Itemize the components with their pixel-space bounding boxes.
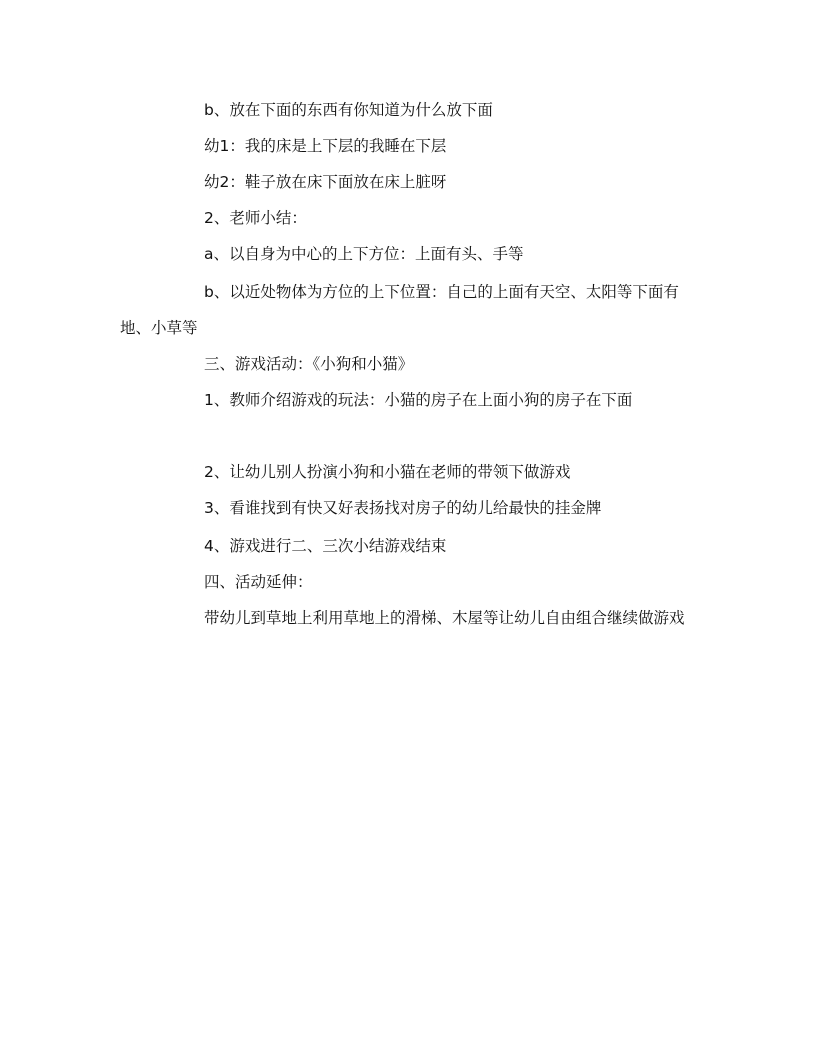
paragraph-game-heading: 三、游戏活动：《小狗和小猫》	[204, 355, 414, 373]
paragraph-summary-a: a、以自身为中心的上下方位：上面有头、手等	[204, 245, 524, 263]
paragraph-game-step-3: 3、看谁找到有快又好表扬找对房子的幼儿给最快的挂金牌	[204, 499, 602, 517]
paragraph-extension-body: 带幼儿到草地上利用草地上的滑梯、木屋等让幼儿自由组合继续做游戏	[204, 609, 685, 627]
paragraph-extension-heading: 四、活动延伸：	[204, 573, 313, 591]
paragraph-teacher-summary-heading: 2、老师小结：	[204, 209, 307, 227]
paragraph-game-step-2: 2、让幼儿别人扮演小狗和小猫在老师的带领下做游戏	[204, 463, 571, 481]
paragraph-child-2-answer: 幼2：鞋子放在床下面放在床上脏呀	[204, 173, 447, 191]
paragraph-child-1-answer: 幼1：我的床是上下层的我睡在下层	[204, 137, 447, 155]
paragraph-game-step-1: 1、教师介绍游戏的玩法：小猫的房子在上面小狗的房子在下面	[204, 391, 633, 409]
paragraph-summary-b: b、以近处物体为方位的上下位置：自己的上面有天空、太阳等下面有地、小草等	[120, 283, 679, 337]
paragraph-game-step-4: 4、游戏进行二、三次小结游戏结束	[204, 537, 447, 555]
paragraph-b-question: b、放在下面的东西有你知道为什么放下面	[204, 101, 493, 119]
